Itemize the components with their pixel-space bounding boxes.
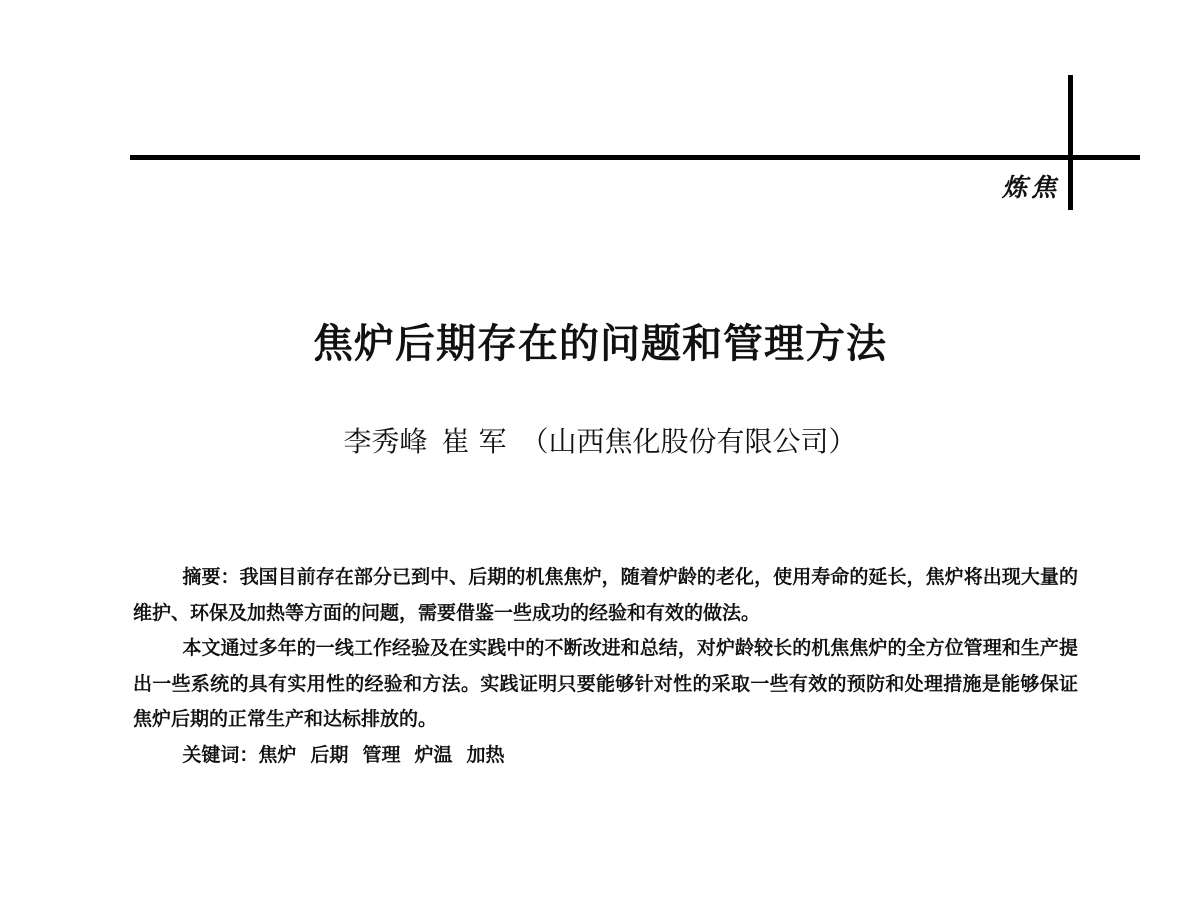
keywords-label: 关键词： [182,743,259,766]
article-title: 焦炉后期存在的问题和管理方法 [313,321,887,367]
keyword: 焦炉 [258,743,297,766]
keyword: 炉温 [414,743,453,766]
affiliation: （山西焦化股份有限公司） [520,425,857,458]
abstract-paragraph-1 [133,560,1078,631]
keywords-line [133,738,1078,774]
keyword: 后期 [310,743,349,766]
author-2: 崔 军 [441,425,507,458]
abstract-text-1: 我国目前存在部分已到中、后期的机焦焦炉，随着炉龄的老化，使用寿命的延长，焦炉将出现大量的维护、环保及加热等方面的问题，需要借鉴一些成功的经验和有效的做法。 [133,566,1078,624]
keyword: 管理 [362,743,401,766]
keyword: 加热 [466,743,505,766]
author-1: 李秀峰 [343,425,428,458]
abstract-block [133,560,1078,773]
abstract-label: 摘要： [182,566,240,588]
author-line [0,420,1200,460]
section-label: 炼焦 [1001,173,1060,202]
header-rule-horizontal [130,155,1140,160]
header-rule-vertical [1068,75,1073,210]
abstract-paragraph-2: 本文通过多年的一线工作经验及在实践中的不断改进和总结，对炉龄较长的机焦焦炉的全方位管理和生产提出一些系统的具有实用性的经验和方法。实践证明只要能够针对性的采取一些有效的预防和处理措施是能够保证焦炉后期的正常生产和达标排放的。 [133,637,1078,730]
